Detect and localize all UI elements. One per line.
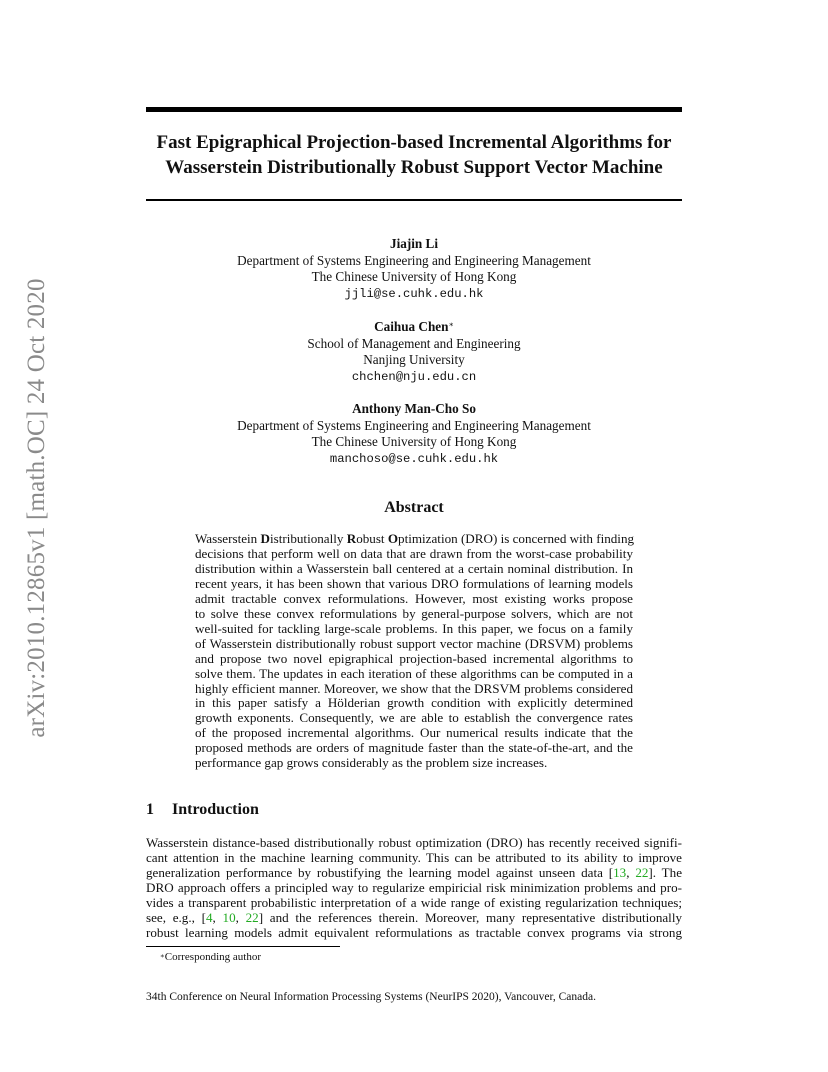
abstract-line bbox=[195, 532, 633, 547]
abstract-text: istributionally bbox=[269, 531, 347, 546]
citation-link[interactable]: 13 bbox=[613, 864, 627, 880]
title-top-rule bbox=[146, 107, 682, 112]
abstract-line: recent years, it has been shown that various DRO formulations of learning models bbox=[195, 575, 633, 591]
intro-line: cant attention in the machine learning community. This can be attributed to its ability to improve bbox=[146, 849, 682, 865]
abstract-line: admit tractable convex reformulations. However, most existing works propose bbox=[195, 590, 633, 606]
author-email[interactable]: manchoso@se.cuhk.edu.hk bbox=[329, 451, 499, 466]
author-block bbox=[146, 236, 682, 302]
paper-title-line: Wasserstein Distributionally Robust Support Vector Machine bbox=[165, 157, 663, 178]
acronym-letter: D bbox=[260, 531, 270, 546]
abstract-line: decisions that perform well on data that are drawn from the worst-case probability bbox=[195, 545, 633, 561]
author-institution: The Chinese University of Hong Kong bbox=[311, 269, 517, 284]
intro-line: Wasserstein distance-based distributionally robust optimization (DRO) has recently received signifi- bbox=[146, 835, 682, 850]
author-block bbox=[146, 401, 682, 467]
acronym-letter: R bbox=[346, 531, 357, 546]
author-email[interactable]: chchen@nju.edu.cn bbox=[351, 369, 477, 384]
intro-text: generalization performance by robustifying the learning model against unseen data [ bbox=[146, 864, 614, 880]
author-department: Department of Systems Engineering and Engineering Management bbox=[237, 252, 591, 268]
title-bottom-rule bbox=[146, 199, 682, 201]
arxiv-sidebar bbox=[15, 268, 59, 748]
author-department: School of Management and Engineering bbox=[307, 335, 521, 351]
intro-line: vides a transparent probabilistic interpretation of a wide range of existing regularization techniques; bbox=[146, 894, 682, 910]
abstract-line: highly efficient manner. Moreover, we show that the DRSVM problems considered bbox=[195, 680, 633, 696]
intro-text: , bbox=[626, 864, 636, 880]
abstract-text: Wasserstein bbox=[195, 531, 261, 546]
abstract-line: to solve these convex reformulations by general-purpose solvers, which are not bbox=[195, 605, 633, 621]
arxiv-identifier: arXiv:2010.12865v1 [math.OC] 24 Oct 2020 bbox=[23, 278, 50, 738]
citation-link[interactable]: 22 bbox=[635, 864, 649, 880]
abstract-line: of the proposed incremental algorithms. Our numerical results indicate that the bbox=[195, 725, 633, 741]
author-institution: The Chinese University of Hong Kong bbox=[311, 434, 517, 449]
author-name-line bbox=[146, 319, 682, 336]
citation-link[interactable]: 4 bbox=[205, 909, 213, 925]
footnote-text: Corresponding author bbox=[164, 951, 261, 963]
introduction-body bbox=[146, 836, 682, 941]
abstract-text: ptimization (DRO) is concerned with finding bbox=[398, 531, 635, 546]
author-name: Anthony Man-Cho So bbox=[352, 401, 476, 416]
acronym-letter: O bbox=[387, 531, 399, 546]
intro-text: , bbox=[212, 909, 223, 925]
paper-title bbox=[130, 130, 698, 180]
abstract-line: distribution within a Wasserstein ball centered at a certain nominal distribution. In bbox=[195, 560, 633, 576]
author-name: Jiajin Li bbox=[390, 236, 438, 251]
intro-text: see, e.g., [ bbox=[146, 909, 206, 925]
footnote-rule bbox=[146, 946, 340, 947]
abstract-line: performance gap grows considerably as the problem size increases. bbox=[195, 755, 548, 771]
citation-link[interactable]: 10 bbox=[222, 909, 236, 925]
section-number: 1 bbox=[146, 801, 154, 818]
section-title: Introduction bbox=[172, 801, 259, 818]
intro-text: ] and the references therein. Moreover, many representative distributionally bbox=[258, 909, 683, 925]
section-heading bbox=[146, 800, 682, 820]
author-name: Caihua Chen bbox=[374, 319, 449, 334]
abstract-line: well-suited for tackling large-scale problems. In this paper, we focus on a family bbox=[195, 620, 633, 636]
intro-line bbox=[146, 866, 682, 881]
footnote bbox=[160, 950, 261, 964]
author-block bbox=[146, 319, 682, 385]
intro-line: robust learning models admit equivalent reformulations as tractable convex programs via strong bbox=[146, 924, 682, 940]
intro-line: DRO approach offers a principled way to regularize empiricial risk minimization problems and pro- bbox=[146, 879, 682, 895]
abstract-line: of Wasserstein distributionally robust support vector machine (DRSVM) problems bbox=[195, 635, 633, 651]
paper-title-line: Fast Epigraphical Projection-based Incremental Algorithms for bbox=[156, 132, 672, 153]
conference-footer: 34th Conference on Neural Information Processing Systems (NeurIPS 2020), Vancouver, Canada. bbox=[146, 991, 596, 1003]
abstract-line: proposed methods are orders of magnitude faster than the state-of-the-art, and the bbox=[195, 740, 633, 756]
intro-line bbox=[146, 911, 682, 926]
intro-text: ]. The bbox=[648, 864, 683, 880]
author-department: Department of Systems Engineering and Engineering Management bbox=[237, 417, 591, 433]
author-institution: Nanjing University bbox=[363, 352, 465, 367]
citation-link[interactable]: 22 bbox=[245, 909, 259, 925]
intro-text: , bbox=[235, 909, 246, 925]
abstract-line: and propose two novel epigraphical projection-based incremental algorithms to bbox=[195, 650, 633, 666]
abstract-body bbox=[195, 532, 633, 771]
corresponding-author-marker: ∗ bbox=[448, 320, 454, 329]
abstract-heading: Abstract bbox=[384, 499, 444, 516]
footnote-marker: ∗ bbox=[160, 952, 165, 960]
abstract-line: in this paper satisfy a Hölderian growth condition with explicitly determined bbox=[195, 695, 633, 711]
author-email[interactable]: jjli@se.cuhk.edu.hk bbox=[344, 286, 484, 301]
abstract-line: solve them. The updates in each iteration of these algorithms can be computed in a bbox=[195, 665, 633, 681]
abstract-line: growth exponents. Consequently, we are able to establish the convergence rates bbox=[195, 710, 633, 726]
abstract-text: obust bbox=[356, 531, 388, 546]
